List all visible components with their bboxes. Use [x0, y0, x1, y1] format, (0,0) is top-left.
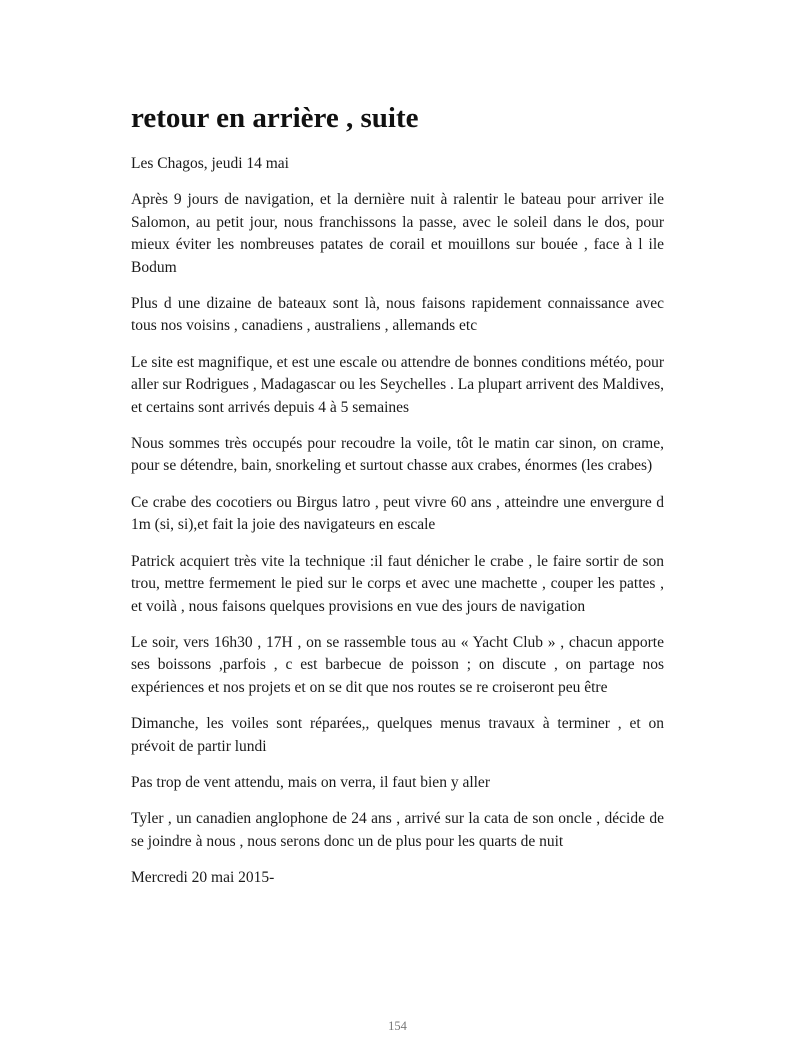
paragraph-neighbours: Plus d une dizaine de bateaux sont là, nous faisons rapidement connaissance avec tous nos voisins , canadiens , australiens , allemands etc	[131, 295, 664, 335]
paragraph-dateline: Les Chagos, jeudi 14 mai	[131, 155, 289, 172]
document-page	[131, 98, 664, 904]
paragraph-arrival: Après 9 jours de navigation, et la dernière nuit à ralentir le bateau pour arriver ile Salomon, au petit jour, nous franchissons la passe, avec le soleil dans le dos, pour mieux éviter les nombreuses patates de corail et mouillons sur bouée , face à l ile Bodum	[131, 191, 664, 276]
paragraph-technique: Patrick acquiert très vite la technique :il faut dénicher le crabe , le faire sortir de son trou, mettre fermement le pied sur le corps et avec une machette , couper les pattes , et voilà , nous faisons quelques provisions en vue des jours de navigation	[131, 552, 664, 615]
paragraph-sunday: Dimanche, les voiles sont réparées,, quelques menus travaux à terminer , et on prévoit de partir lundi	[131, 715, 664, 755]
paragraph-tyler: Tyler , un canadien anglophone de 24 ans , arrivé sur la cata de son oncle , décide de se joindre à nous , nous serons donc un de plus pour les quarts de nuit	[131, 810, 664, 850]
paragraph-wind: Pas trop de vent attendu, mais on verra, il faut bien y aller	[131, 773, 490, 791]
paragraph-activities: Nous sommes très occupés pour recoudre la voile, tôt le matin car sinon, on crame, pour se détendre, bain, snorkeling et surtout chasse aux crabes, énormes (les crabes)	[131, 435, 664, 475]
paragraph-coconut-crab: Ce crabe des cocotiers ou Birgus latro , peut vivre 60 ans , atteindre une envergure d 1m (si, si),et fait la joie des navigateurs en escale	[131, 493, 664, 534]
paragraph-wednesday: Mercredi 20 mai 2015-	[131, 869, 275, 887]
page-number: 154	[388, 1019, 407, 1033]
paragraph-yacht-club: Le soir, vers 16h30 , 17H , on se rassemble tous au « Yacht Club » , chacun apporte ses boissons ,parfois , c est barbecue de poisson ; on discute , on partage nos expériences et nos projets et on se dit que nos routes se re croiseront peu être	[131, 633, 664, 696]
paragraph-site: Le site est magnifique, et est une escale ou attendre de bonnes conditions météo, pour aller sur Rodrigues , Madagascar ou les Seychelles . La plupart arrivent des Maldives, et certains sont arrivés depuis 4 à 5 semaines	[131, 353, 664, 416]
page-title: retour en arrière , suite	[131, 102, 419, 134]
